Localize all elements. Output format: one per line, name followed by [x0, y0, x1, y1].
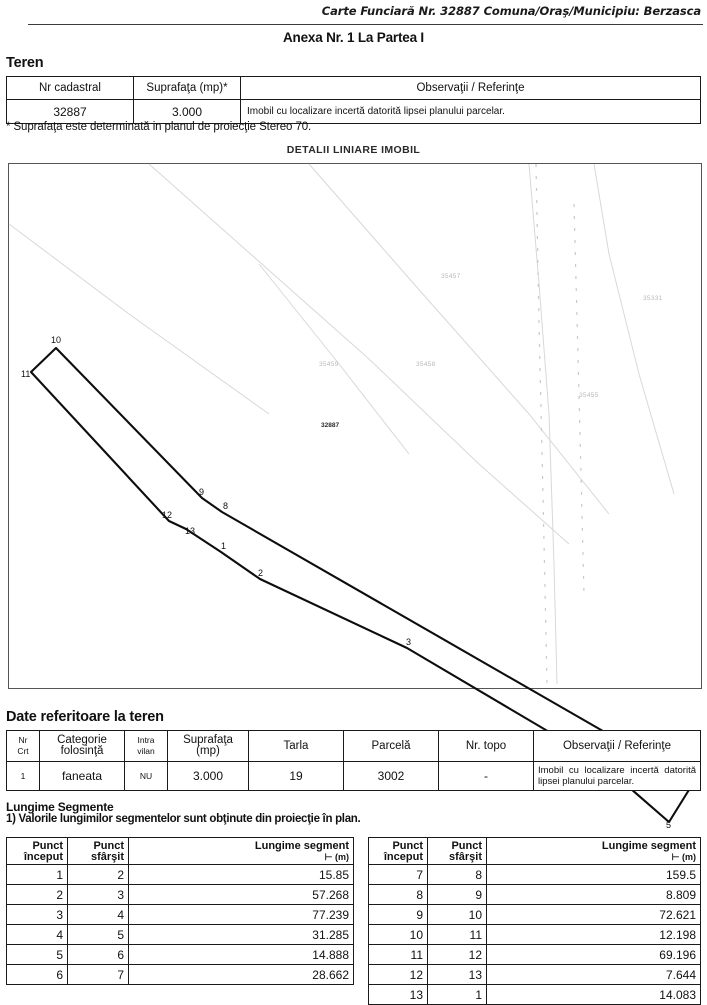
cell-nr-crt: 1 — [7, 762, 40, 791]
cell-start-point: 8 — [369, 885, 428, 905]
cell-start-point: 4 — [7, 925, 68, 945]
cell-end-point: 1 — [428, 985, 487, 1005]
col-suprafata-mp — [168, 731, 249, 762]
neighbour-parcel-label-35459: 35459 — [319, 361, 339, 368]
col-intravilan-line2: vilan — [137, 746, 155, 756]
col-categorie-line2: folosinţă — [60, 745, 104, 757]
cell-segment-length: 15.85 — [129, 865, 354, 885]
vertex-label-2: 2 — [258, 568, 264, 578]
cell-segment-length: 28.662 — [129, 965, 354, 985]
cell-start-point: 5 — [7, 945, 68, 965]
vertex-label-9: 9 — [199, 487, 205, 497]
cell-start-point: 12 — [369, 965, 428, 985]
date-teren-table — [6, 730, 701, 791]
cell-segment-length: 7.644 — [487, 965, 701, 985]
neighbour-boundaries — [9, 164, 674, 684]
cell-segment-length: 8.809 — [487, 885, 701, 905]
cell-start-point: 6 — [7, 965, 68, 985]
table-header-row — [7, 77, 701, 100]
cell-start-point: 10 — [369, 925, 428, 945]
cell-start-point: 2 — [7, 885, 68, 905]
col-nr-crt-line1: Nr — [18, 735, 28, 745]
header-divider — [28, 24, 703, 25]
table-row — [369, 965, 701, 985]
table-row — [7, 965, 354, 985]
table-row — [7, 100, 701, 124]
col-punct-inceput — [7, 838, 68, 865]
table-row — [369, 945, 701, 965]
col-punct-inceput-line1: Punct — [392, 840, 423, 852]
cell-suprafata: 3.000 — [168, 762, 249, 791]
cell-start-point: 11 — [369, 945, 428, 965]
col-punct-sfarsit-line2: sfârşit — [448, 851, 482, 863]
col-categorie-line1: Categorie — [57, 734, 107, 746]
vertex-label-3: 3 — [406, 637, 412, 647]
vertex-label-10: 10 — [51, 335, 62, 345]
neighbour-parcel-label-35457: 35457 — [441, 273, 461, 280]
vertex-label-11: 11 — [21, 369, 31, 379]
col-punct-sfarsit — [68, 838, 129, 865]
table-row — [7, 762, 701, 791]
cell-segment-length: 72.621 — [487, 905, 701, 925]
col-nr-crt — [7, 731, 40, 762]
cell-segment-length: 14.888 — [129, 945, 354, 965]
segment-table-right — [368, 837, 701, 1005]
vertex-label-13: 13 — [185, 526, 196, 536]
cadastral-header-line: Carte Funciară Nr. 32887 Comuna/Oraş/Municipiu: Berzasca — [321, 4, 701, 18]
cell-categorie: faneata — [40, 762, 125, 791]
cell-end-point: 10 — [428, 905, 487, 925]
table-header-row — [7, 838, 354, 865]
table-row — [7, 885, 354, 905]
cell-segment-length: 31.285 — [129, 925, 354, 945]
cell-intravilan: NU — [125, 762, 168, 791]
cell-start-point: 3 — [7, 905, 68, 925]
vertex-label-8: 8 — [223, 501, 229, 511]
col-punct-sfarsit-line2: sfârşit — [90, 851, 124, 863]
cell-end-point: 11 — [428, 925, 487, 945]
table-row — [369, 885, 701, 905]
col-observatii-referinte: Observaţii / Referinţe — [534, 731, 701, 762]
neighbour-parcel-label-35458: 35458 — [416, 361, 436, 368]
cell-end-point: 5 — [68, 925, 129, 945]
col-lungime-segment — [129, 838, 354, 865]
lungime-segmente-note: 1) Valorile lungimilor segmentelor sunt obţinute din proiecţie în plan. — [6, 813, 361, 825]
lungime-segmente-title: Lungime Segmente — [6, 800, 114, 814]
cell-end-point: 13 — [428, 965, 487, 985]
cell-end-point: 2 — [68, 865, 129, 885]
col-punct-inceput-line2: început — [23, 851, 63, 863]
col-intravilan-line1: Intra — [137, 735, 155, 745]
vertex-label-5: 5 — [666, 820, 672, 830]
col-suprafata: Suprafaţa (mp)* — [134, 77, 241, 100]
cell-observatii: Imobil cu localizare incertă datorită lipsei planului parcelar. — [241, 100, 701, 124]
table-row — [7, 925, 354, 945]
cell-segment-length: 14.083 — [487, 985, 701, 1005]
cell-start-point: 9 — [369, 905, 428, 925]
col-punct-inceput-line1: Punct — [32, 840, 63, 852]
table-row — [7, 945, 354, 965]
annex-title: Anexa Nr. 1 La Partea I — [283, 30, 424, 45]
cell-end-point: 12 — [428, 945, 487, 965]
col-nr-cadastral: Nr cadastral — [7, 77, 134, 100]
cell-end-point: 9 — [428, 885, 487, 905]
table-row — [7, 865, 354, 885]
vertex-label-12: 12 — [162, 510, 173, 520]
cell-start-point: 7 — [369, 865, 428, 885]
col-categorie-folosinta — [40, 731, 125, 762]
table-header-row — [7, 731, 701, 762]
col-suprafata-line1: Suprafaţa — [183, 734, 233, 746]
col-lungime-line1: Lungime segment — [254, 840, 349, 852]
table-row — [7, 905, 354, 925]
cell-start-point: 13 — [369, 985, 428, 1005]
cell-start-point: 1 — [7, 865, 68, 885]
table-row — [369, 985, 701, 1005]
cell-parcela: 3002 — [344, 762, 439, 791]
vertex-label-1: 1 — [221, 541, 227, 551]
table-header-row — [369, 838, 701, 865]
cell-segment-length: 69.196 — [487, 945, 701, 965]
cell-tarla: 19 — [249, 762, 344, 791]
cell-segment-length: 159.5 — [487, 865, 701, 885]
suprafata-footnote: * Suprafaţa este determinată in planul de proiecţie Stereo 70. — [6, 121, 312, 133]
cell-end-point: 3 — [68, 885, 129, 905]
col-parcela: Parcelă — [344, 731, 439, 762]
col-lungime-segment — [487, 838, 701, 865]
parcel-id-label: 32887 — [321, 422, 340, 429]
col-observatii: Observaţii / Referinţe — [241, 77, 701, 100]
cell-segment-length: 57.268 — [129, 885, 354, 905]
table-row — [369, 905, 701, 925]
col-lungime-units: ⊢ (m) — [671, 852, 696, 862]
teren-table — [6, 76, 701, 124]
col-suprafata-line2: (mp) — [196, 745, 220, 757]
col-intravilan — [125, 731, 168, 762]
col-tarla: Tarla — [249, 731, 344, 762]
cell-segment-length: 12.198 — [487, 925, 701, 945]
cell-observatii: Imobil cu localizare incertă datorită lipsei planului parcelar. — [534, 762, 701, 791]
cell-nr-cadastral: 32887 — [7, 100, 134, 124]
col-punct-inceput-line2: început — [383, 851, 423, 863]
neighbour-parcel-label-35455: 35455 — [579, 392, 599, 399]
col-punct-sfarsit-line1: Punct — [93, 840, 124, 852]
col-nr-crt-line2: Crt — [17, 746, 29, 756]
col-punct-sfarsit — [428, 838, 487, 865]
col-punct-sfarsit-line1: Punct — [451, 840, 482, 852]
cell-end-point: 4 — [68, 905, 129, 925]
map-title: DETALII LINIARE IMOBIL — [286, 144, 421, 156]
table-row — [369, 925, 701, 945]
cell-end-point: 7 — [68, 965, 129, 985]
col-lungime-units: ⊢ (m) — [324, 852, 349, 862]
table-row — [369, 865, 701, 885]
teren-section-title: Teren — [6, 55, 44, 71]
neighbour-parcel-label-35331: 35331 — [643, 295, 663, 302]
cell-end-point: 8 — [428, 865, 487, 885]
col-punct-inceput — [369, 838, 428, 865]
cell-end-point: 6 — [68, 945, 129, 965]
dashed-feature-line — [536, 164, 584, 684]
col-lungime-line1: Lungime segment — [601, 840, 696, 852]
col-nr-topo: Nr. topo — [439, 731, 534, 762]
cell-nr-topo: - — [439, 762, 534, 791]
cell-segment-length: 77.239 — [129, 905, 354, 925]
cell-suprafata: 3.000 — [134, 100, 241, 124]
date-teren-section-title: Date referitoare la teren — [6, 709, 164, 725]
segment-table-left — [6, 837, 354, 985]
